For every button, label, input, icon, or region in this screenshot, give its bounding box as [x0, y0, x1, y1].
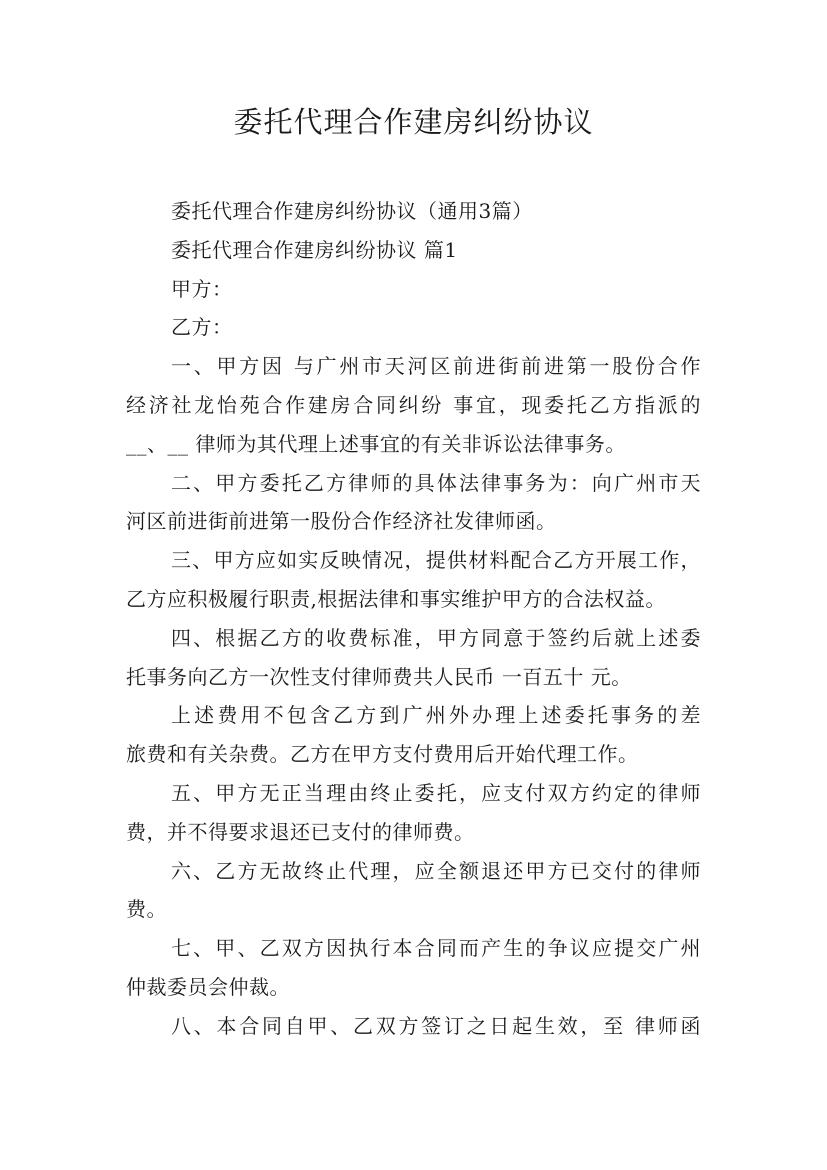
- subtitle-line: 委托代理合作建房纠纷协议（通用3篇）: [171, 199, 533, 223]
- clause-6-line-1: 六、乙方无故终止代理，应全额退还甲方已交付的律师: [171, 858, 701, 883]
- clause-2-line-2: 河区前进街前进第一股份合作经济社发律师函。: [126, 509, 557, 534]
- clause-4-line-2: 托事务向乙方一次性支付律师费共人民币 一百五十 元。: [126, 664, 632, 689]
- party-b-line: 乙方：: [171, 315, 233, 340]
- clause-4-line-1: 四、根据乙方的收费标准，甲方同意于签约后就上述委: [171, 625, 701, 650]
- clause-1-line-1: 一、甲方因 与广州市天河区前进街前进第一股份合作: [171, 354, 701, 379]
- clause-6-line-2: 费。: [126, 897, 167, 922]
- clause-1-line-2: 经济社龙怡苑合作建房合同纠纷 事宜，现委托乙方指派的: [126, 392, 701, 417]
- fee-note-line-1: 上述费用不包含乙方到广州外办理上述委托事务的差: [171, 703, 701, 728]
- document-body: [126, 192, 701, 1046]
- clause-7-line-2: 仲裁委员会仲裁。: [126, 974, 290, 999]
- clause-5-line-1: 五、甲方无正当理由终止委托，应支付双方约定的律师: [171, 780, 701, 805]
- fee-note-line-2: 旅费和有关杂费。乙方在甲方支付费用后开始代理工作。: [126, 742, 639, 767]
- section-heading: 委托代理合作建房纠纷协议 篇1: [171, 237, 458, 262]
- clause-8-line-1: 八、本合同自甲、乙双方签订之日起生效，至 律师函: [171, 1013, 701, 1038]
- clause-7-line-1: 七、甲、乙双方因执行本合同而产生的争议应提交广州: [171, 936, 701, 961]
- party-a-line: 甲方：: [171, 276, 233, 301]
- document-title: 委托代理合作建房纠纷协议: [233, 105, 594, 139]
- clause-5-line-2: 费，并不得要求退还已支付的律师费。: [126, 819, 475, 844]
- clause-1-line-3: __、__ 律师为其代理上述事宜的有关非诉讼法律事务。: [126, 431, 626, 456]
- clause-3-line-1: 三、甲方应如实反映情况，提供材料配合乙方开展工作，: [171, 548, 701, 573]
- clause-2-line-1: 二、甲方委托乙方律师的具体法律事务为：向广州市天: [171, 470, 701, 495]
- clause-3-line-2: 乙方应积极履行职责,根据法律和事实维护甲方的合法权益。: [126, 586, 666, 611]
